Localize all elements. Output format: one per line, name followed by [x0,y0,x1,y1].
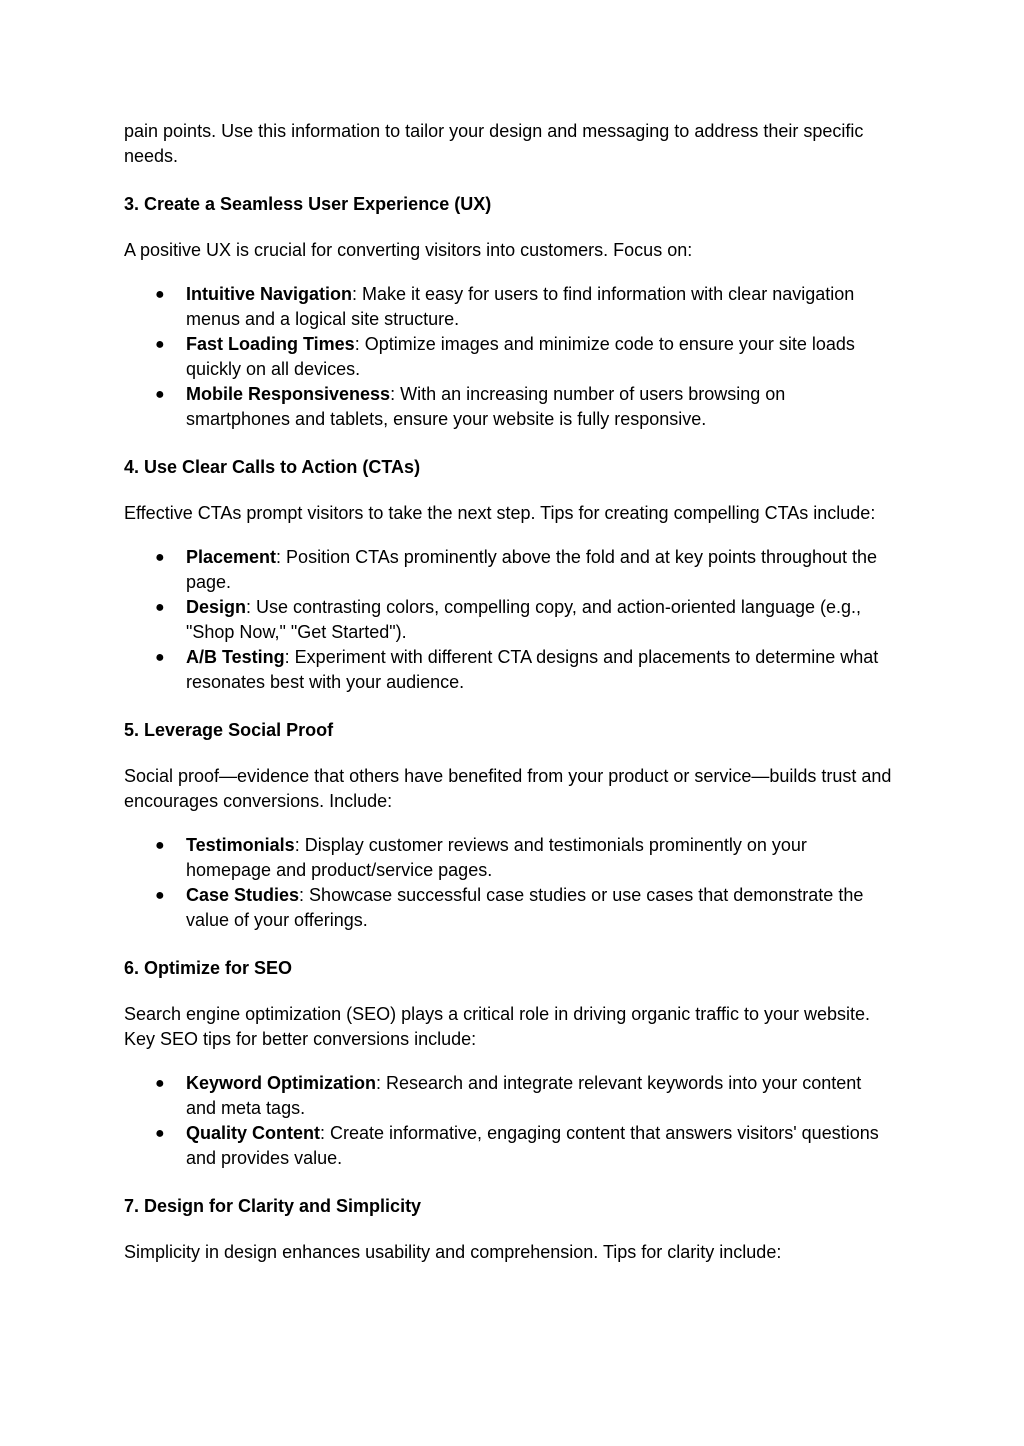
section-ctas [124,455,894,695]
section-heading: 5. Leverage Social Proof [124,720,334,740]
section-paragraph: Effective CTAs prompt visitors to take the next step. Tips for creating compelling CTAs include: [124,503,876,523]
item-term: Mobile Responsiveness [186,384,391,404]
list-item [124,545,894,595]
section-heading: 6. Optimize for SEO [124,958,293,978]
item-term: A/B Testing [186,647,285,667]
item-description: : Optimize images and minimize code to ensure your site loads quickly on all devices. [186,334,855,379]
list-item [124,282,894,332]
item-description: : Create informative, engaging content that answers visitors' questions and provides value. [186,1123,879,1168]
item-term: Quality Content [186,1123,320,1143]
item-description: : Display customer reviews and testimonials prominently on your homepage and product/service pages. [186,835,807,880]
list-item [124,833,894,883]
section-seo [124,956,894,1171]
item-term: Intuitive Navigation [186,284,353,304]
section-heading: 4. Use Clear Calls to Action (CTAs) [124,457,421,477]
list-item [124,595,894,645]
item-description: : Showcase successful case studies or use cases that demonstrate the value of your offerings. [186,885,864,930]
section-ux [124,192,894,432]
section-paragraph: Social proof—evidence that others have benefited from your product or service—builds trust and encourages conversions. Include: [124,766,892,811]
bullet-icon: ● [155,336,165,353]
section-clarity [124,1194,894,1265]
bullet-icon: ● [155,649,165,666]
list-item [124,382,894,432]
bullet-list [124,282,894,432]
bullet-list [124,833,894,933]
bullet-icon: ● [155,549,165,566]
bullet-icon: ● [155,599,165,616]
bullet-icon: ● [155,286,165,303]
bullet-list [124,545,894,695]
item-description: : With an increasing number of users browsing on smartphones and tablets, ensure your website is fully responsive. [186,384,786,429]
list-item [124,1121,894,1171]
item-description: : Make it easy for users to find information with clear navigation menus and a logical site structure. [186,284,855,329]
item-term: Fast Loading Times [186,334,355,354]
list-item [124,645,894,695]
item-description: : Research and integrate relevant keywords into your content and meta tags. [186,1073,862,1118]
list-item [124,883,894,933]
item-term: Design [186,597,247,617]
bullet-list [124,1071,894,1171]
list-item [124,332,894,382]
section-paragraph: Search engine optimization (SEO) plays a critical role in driving organic traffic to your website. Key SEO tips for better conversions include: [124,1004,871,1049]
section-social-proof [124,718,894,933]
intro-paragraph: pain points. Use this information to tailor your design and messaging to address their specific needs. [124,121,864,166]
item-term: Case Studies [186,885,300,905]
section-paragraph: A positive UX is crucial for converting visitors into customers. Focus on: [124,240,693,260]
bullet-icon: ● [155,1075,165,1092]
bullet-icon: ● [155,887,165,904]
bullet-icon: ● [155,386,165,403]
document-page [124,119,894,1284]
item-description: : Position CTAs prominently above the fold and at key points throughout the page. [186,547,878,592]
item-term: Testimonials [186,835,295,855]
section-heading: 3. Create a Seamless User Experience (UX) [124,194,492,214]
list-item [124,1071,894,1121]
item-description: : Experiment with different CTA designs and placements to determine what resonates best with your audience. [186,647,879,692]
item-term: Keyword Optimization [186,1073,377,1093]
bullet-icon: ● [155,837,165,854]
section-heading: 7. Design for Clarity and Simplicity [124,1196,422,1216]
item-term: Placement [186,547,277,567]
section-paragraph: Simplicity in design enhances usability and comprehension. Tips for clarity include: [124,1242,782,1262]
item-description: : Use contrasting colors, compelling copy, and action-oriented language (e.g., "Shop Now," "Get Started"). [186,597,862,642]
bullet-icon: ● [155,1125,165,1142]
